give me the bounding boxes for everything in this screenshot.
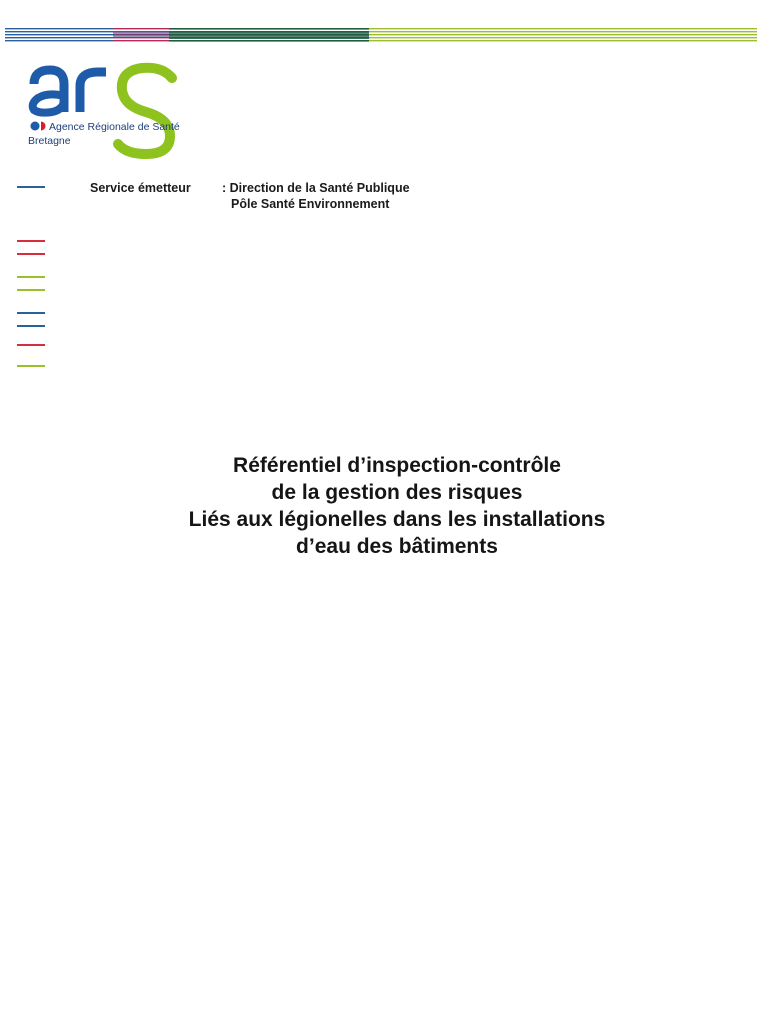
header-band [5, 28, 757, 42]
margin-mark [17, 344, 45, 346]
document-title [0, 452, 770, 560]
margin-mark [17, 276, 45, 278]
margin-mark [17, 312, 45, 314]
margin-mark [17, 253, 45, 255]
ars-logo-icon [22, 62, 192, 162]
title-line-1: Référentiel d’inspection-contrôle [233, 454, 561, 477]
margin-mark [17, 325, 45, 327]
sender-department: : Direction de la Santé Publique [222, 181, 410, 195]
sender-label: Service émetteur [90, 181, 191, 195]
ars-logo-agency: Agence Régionale de Santé [49, 121, 180, 133]
margin-mark [17, 289, 45, 291]
margin-mark [17, 240, 45, 242]
margin-mark [17, 186, 45, 188]
margin-mark [17, 365, 45, 367]
sender-unit: Pôle Santé Environnement [231, 197, 390, 211]
header-band-stripes [5, 28, 757, 42]
title-line-3: Liés aux légionelles dans les installations [188, 508, 606, 531]
ars-logo-region: Bretagne [28, 135, 71, 147]
margin-marks [17, 0, 47, 400]
title-line-2: de la gestion des risques [271, 481, 523, 504]
title-line-4: d’eau des bâtiments [296, 535, 498, 558]
ars-logo [22, 62, 192, 162]
